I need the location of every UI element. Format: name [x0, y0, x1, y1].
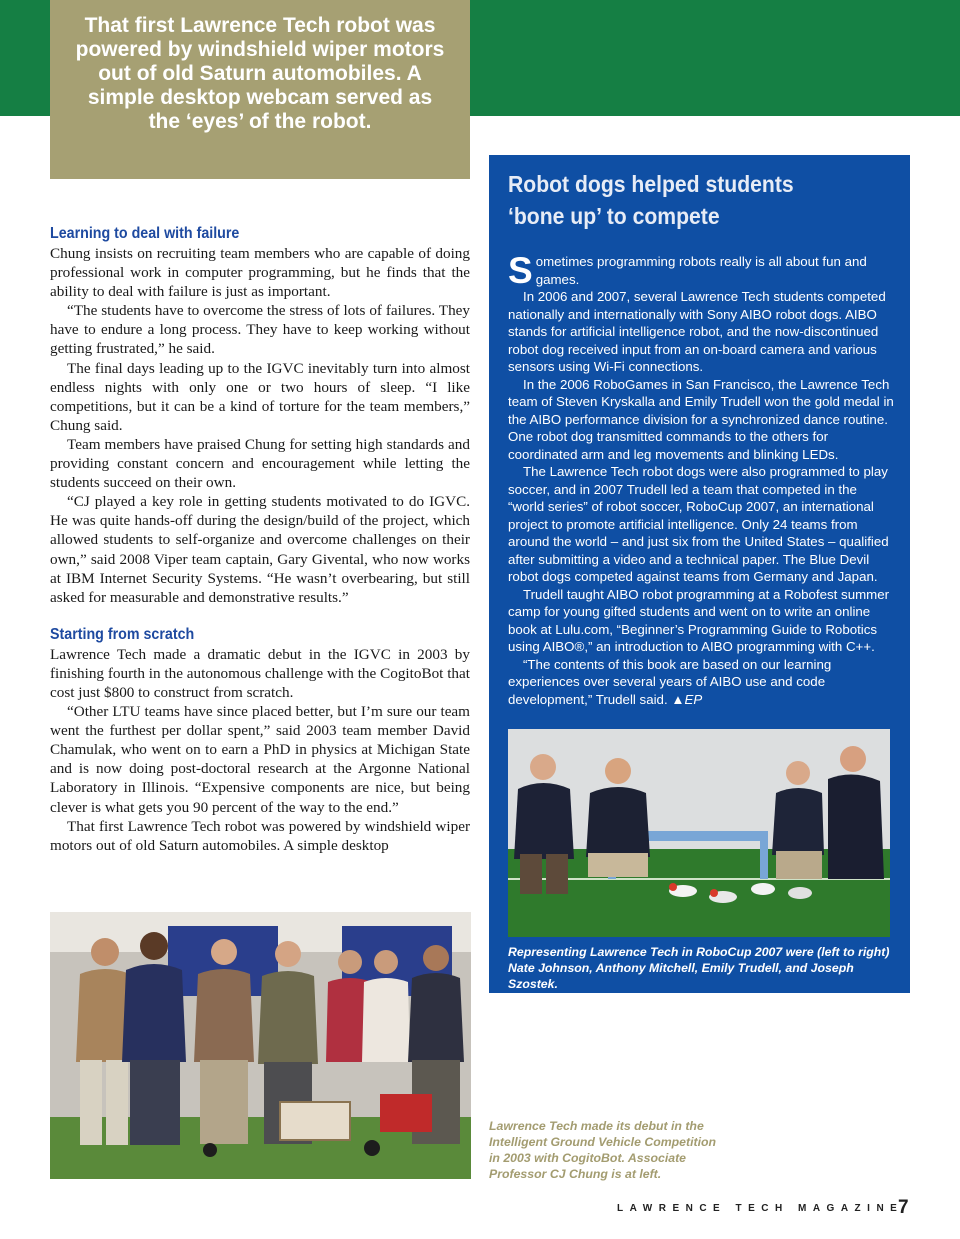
cogitobot-photo-illustration — [50, 912, 471, 1179]
main-article-column — [50, 224, 470, 855]
sidebar-paragraph: In the 2006 RoboGames in San Francisco, the Lawrence Tech team of Steven Kryskalla and Emily Trudell won the gold medal in the AIBO performance division for a synchronized dance routine. One robot dog transmitted commands to the others for coordinated arm and leg movements and blinking LEDs. — [508, 376, 894, 462]
sidebar-title-line: Robot dogs helped students — [508, 171, 794, 197]
sidebar-last-paragraph: “The contents of this book are based on our learning experiences over several years of AIBO use and code development,” Trudell said. — [508, 656, 832, 707]
paragraph: “Other LTU teams have since placed better, but I’m sure our team went the furthest per dollar spent,” said 2003 team member David Chamulak, who went on to earn a PhD in physics at Michigan State and is now doing post-doctoral research at the Argonne National Laboratory in Illinois. “Expensive components are nice, but being clever is what gets you 90 percent of the way to the end.” — [50, 703, 470, 816]
author-signature: EP — [684, 691, 703, 707]
paragraph: Lawrence Tech made a dramatic debut in the IGVC in 2003 by finishing fourth in the autonomous challenge with the CogitoBot that cost just $800 to construct from scratch. — [50, 645, 470, 701]
page-number: 7 — [898, 1197, 909, 1218]
paragraph: Team members have praised Chung for setting high standards and providing constant concern and encouragement while letting the students succeed on their own. — [50, 435, 470, 492]
paragraph: The final days leading up to the IGVC inevitably turn into almost endless nights with only one or two hours of sleep. “I like competitions, but it can be a kind of torture for the team members,” Chung said. — [50, 359, 470, 434]
paragraph: “CJ played a key role in getting students motivated to do IGVC. He was quite hands-off during the design/build of the project, which allowed students to self-organize and overcome challenges on their own,” said 2008 Viper team captain, Gary Givental, who now works at IBM Internet Security Systems. “He wasn’t overbearing, but still asked for measurable and demonstrative results.” — [50, 493, 470, 606]
section-heading-failure: Learning to deal with failure — [50, 225, 240, 242]
sidebar-body — [508, 250, 894, 708]
sidebar-paragraph: In 2006 and 2007, several Lawrence Tech students competed nationally and internationally with Sony AIBO robot dogs. AIBO stands for artificial intelligence robot, and the now-discontinued robot dog received input from an on-board camera and various sensors using Wi-Fi connections. — [508, 289, 886, 374]
pull-quote: That first Lawrence Tech robot was powered by windshield wiper motors out of old Saturn automobiles. A simple desktop webcam served as the ‘eyes’ of the robot. — [50, 0, 470, 179]
sidebar-paragraph — [508, 656, 894, 709]
robot-dogs-sidebar — [489, 155, 910, 993]
sidebar-title — [508, 168, 867, 232]
paragraph: Chung insists on recruiting team members who are capable of doing professional work in computer programming, but he finds that the ability to deal with failure is just as important. — [50, 245, 470, 301]
end-mark-icon: ▲ — [671, 691, 685, 707]
cogitobot-team-photo — [50, 912, 471, 1179]
robocup-team-photo — [508, 729, 890, 937]
magazine-footer: LAWRENCE TECH MAGAZINE — [617, 1203, 904, 1214]
sidebar-paragraph: Trudell taught AIBO robot programming at a Robofest summer camp for young gifted students and went on to write an online book at Lulu.com, “Beginner’s Programming Guide to Robotics using AIBO®,” an introduction to AIBO programming with C++. — [508, 586, 890, 654]
section-heading-scratch: Starting from scratch — [50, 625, 195, 643]
paragraph: That first Lawrence Tech robot was powered by windshield wiper motors out of old Saturn automobiles. A simple desktop — [50, 817, 470, 854]
drop-cap: S — [508, 250, 533, 291]
cogitobot-photo-caption: Lawrence Tech made its debut in the Intelligent Ground Vehicle Competition in 2003 with CogitoBot. Associate Professor CJ Chung is at left. — [489, 1119, 717, 1181]
sidebar-paragraph — [508, 250, 894, 291]
robocup-photo-illustration — [508, 729, 890, 937]
sidebar-photo-caption: Representing Lawrence Tech in RoboCup 2007 were (left to right) Nate Johnson, Anthony Mitchell, Emily Trudell, and Joseph Szostek. — [508, 945, 890, 991]
sidebar-first-paragraph: ometimes programming robots really is all about fun and games. — [535, 254, 867, 287]
paragraph: “The students have to overcome the stress of lots of failures. They have to endure a long process. They have to keep working without getting frustrated,” he said. — [50, 302, 470, 358]
sidebar-title-line: ‘bone up’ to compete — [508, 203, 720, 229]
sidebar-paragraph: The Lawrence Tech robot dogs were also programmed to play soccer, and in 2007 Trudell led a team that competed in the “world series” of robot soccer, RoboCup 2007, an international project to promote artificial intelligence. Only 24 teams from around the world – and just six from the United States – qualified after submitting a video and a technical paper. The Blue Devil robot dogs competed against teams from Germany and Japan. — [508, 464, 889, 584]
